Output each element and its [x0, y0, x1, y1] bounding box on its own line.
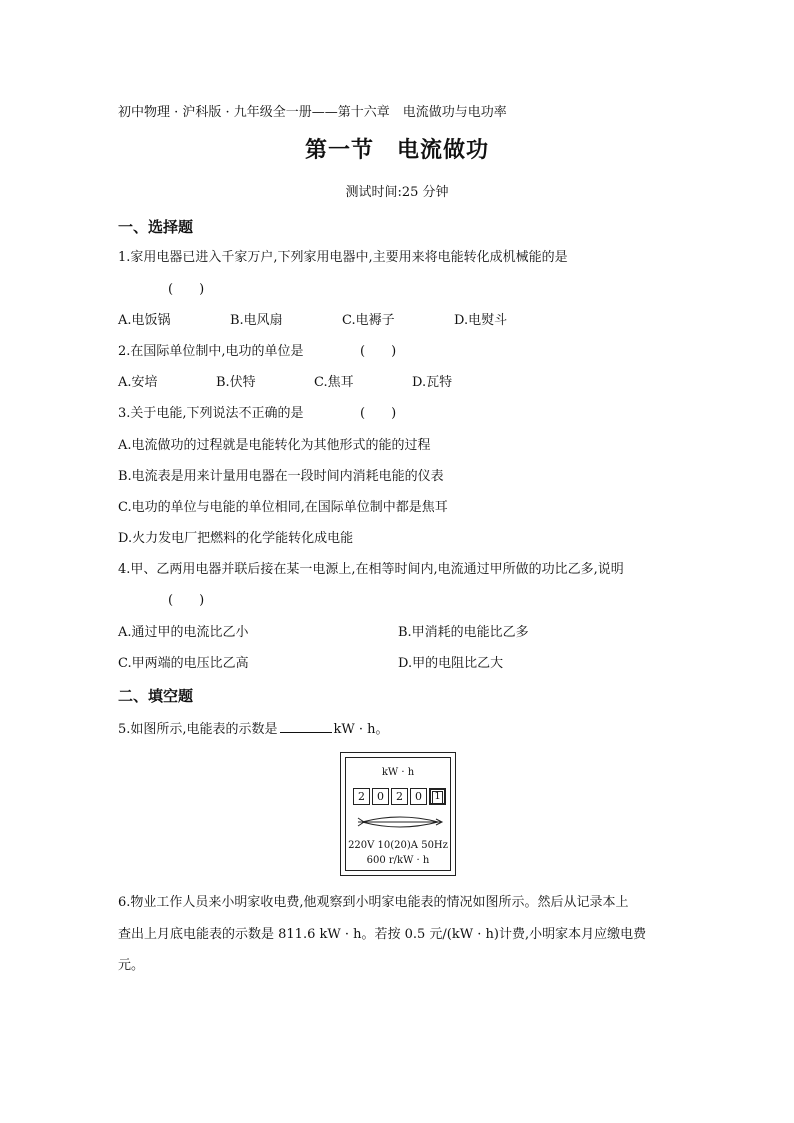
question-6-line-2: 查出上月底电能表的示数是 811.6 kW · h。若按 0.5 元/(kW · h)计费,小明家本月应缴电费: [118, 927, 647, 942]
meter-decimal-digit: [429, 788, 446, 805]
meter-frame: [345, 757, 451, 871]
question-3-answer-paren: ( ): [360, 406, 397, 421]
page-title: 第一节 电流做功: [304, 138, 489, 163]
question-3-text: 3.关于电能,下列说法不正确的是: [118, 406, 304, 421]
question-2-option-a: A.安培: [118, 375, 158, 390]
question-5-text: [118, 718, 389, 739]
page-header: 初中物理 · 沪科版 · 九年级全一册——第十六章 电流做功与电功率: [118, 105, 507, 120]
question-3-option-c: C.电功的单位与电能的单位相同,在国际单位制中都是焦耳: [118, 500, 448, 515]
question-6-line-3: 元。: [118, 958, 145, 973]
meter-digit: 0: [372, 788, 389, 805]
meter-unit-label: kW · h: [381, 767, 415, 778]
meter-digit: 2: [353, 788, 370, 805]
meter-digit: 2: [391, 788, 408, 805]
meter-constant-spec: 600 r/kW · h: [366, 855, 430, 866]
question-1-option-d: D.电熨斗: [454, 313, 508, 328]
question-6-line-1: 6.物业工作人员来小明家收电费,他观察到小明家电能表的情况如图所示。然后从记录本上: [118, 895, 629, 910]
question-2-text: 2.在国际单位制中,电功的单位是: [118, 344, 304, 359]
question-2-option-b: B.伏特: [216, 375, 256, 390]
meter-digit-row: [353, 788, 446, 805]
question-2-option-c: C.焦耳: [314, 375, 354, 390]
meter-disc-icon: [356, 815, 444, 829]
question-4-answer-paren: ( ): [168, 593, 205, 608]
question-5-answer-blank[interactable]: [280, 718, 332, 733]
question-4-option-d: D.甲的电阻比乙大: [398, 656, 504, 671]
test-time: 测试时间:25 分钟: [345, 185, 449, 200]
question-4-text: 4.甲、乙两用电器并联后接在某一电源上,在相等时间内,电流通过甲所做的功比乙多,说明: [118, 562, 624, 577]
question-1-option-a: A.电饭锅: [118, 313, 171, 328]
question-1-option-b: B.电风扇: [230, 313, 283, 328]
question-5-text-after: kW · h。: [333, 722, 389, 737]
meter-digit: 0: [410, 788, 427, 805]
question-4-option-b: B.甲消耗的电能比乙多: [398, 625, 529, 640]
section-choice-heading: 一、选择题: [118, 218, 194, 236]
question-1-answer-paren: ( ): [168, 282, 205, 297]
question-3-option-a: A.电流做功的过程就是电能转化为其他形式的能的过程: [118, 438, 431, 453]
section-fill-heading: 二、填空题: [118, 687, 194, 705]
meter-rating-spec: 220V 10(20)A 50Hz: [348, 840, 448, 851]
question-1-text: 1.家用电器已进入千家万户,下列家用电器中,主要用来将电能转化成机械能的是: [118, 250, 568, 265]
question-3-option-d: D.火力发电厂把燃料的化学能转化成电能: [118, 531, 354, 546]
meter-decimal-digit-value: 1: [432, 791, 443, 804]
question-2-option-d: D.瓦特: [412, 375, 453, 390]
question-4-option-a: A.通过甲的电流比乙小: [118, 625, 249, 640]
question-3-option-b: B.电流表是用来计量用电器在一段时间内消耗电能的仪表: [118, 469, 444, 484]
question-2-answer-paren: ( ): [360, 344, 397, 359]
question-4-option-c: C.甲两端的电压比乙高: [118, 656, 249, 671]
question-5-text-before: 5.如图所示,电能表的示数是: [118, 722, 278, 737]
question-1-option-c: C.电褥子: [342, 313, 395, 328]
electric-meter-figure: [340, 752, 456, 876]
